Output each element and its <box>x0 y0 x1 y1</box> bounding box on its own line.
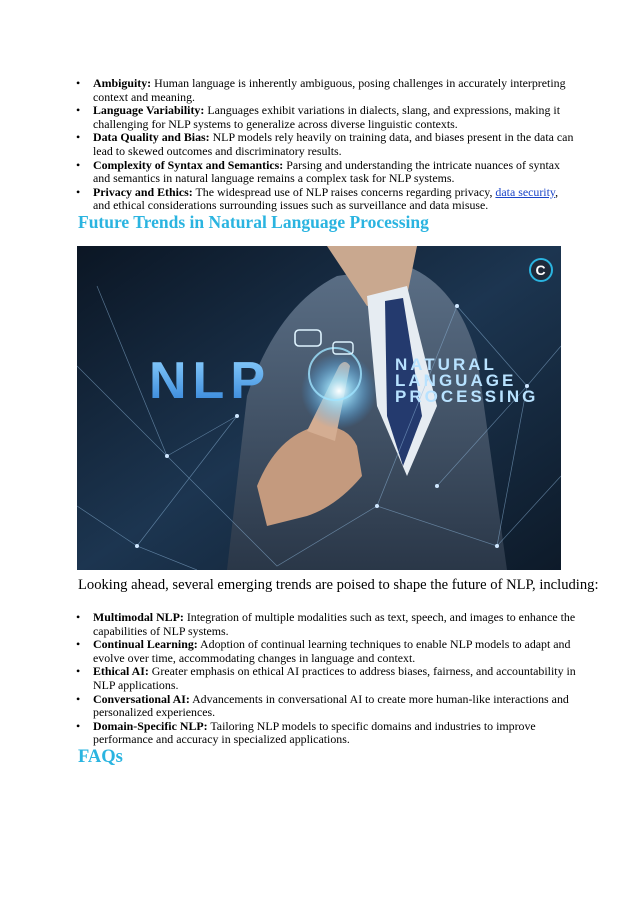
list-item <box>0 159 638 186</box>
item-term: Ambiguity: <box>93 76 152 90</box>
list-item <box>0 104 638 131</box>
item-text: NLP models rely heavily on training data, and biases present in the data can lead to skewed outcomes and discriminatory results. <box>93 130 574 158</box>
hero-side-text: LANGUAGE <box>395 371 517 390</box>
data-security-link[interactable]: data security <box>495 184 556 199</box>
list-item <box>0 611 638 638</box>
logo-letter: C <box>535 262 546 278</box>
list-item <box>0 720 638 747</box>
list-item <box>0 77 638 104</box>
list-item <box>0 693 638 720</box>
item-term: Language Variability: <box>93 103 205 118</box>
bullet-icon: • <box>76 184 81 199</box>
item-text: Advancements in conversational AI to create more human-like interactions and personalized experiences. <box>93 691 569 720</box>
future-trends-heading: Future Trends in Natural Language Processing <box>78 212 429 232</box>
item-text: The widespread use of NLP raises concerns regarding privacy, <box>192 184 496 199</box>
hero-illustration <box>77 246 561 570</box>
hero-side-text: NATURAL <box>395 355 497 374</box>
bullet-icon: • <box>76 718 81 733</box>
item-text: Adoption of continual learning techniques to enable NLP models to adapt and evolve over time, accommodating changes in language and context. <box>93 637 571 665</box>
item-text: Languages exhibit variations in dialects, slang, and expressions, making it challenging for NLP systems to generalize across diverse linguistic contexts. <box>93 103 560 131</box>
item-text: Parsing and understanding the intricate nuances of syntax and semantics in natural language remains a complex task for NLP systems. <box>93 157 560 186</box>
bullet-icon: • <box>76 103 81 118</box>
item-term: Continual Learning: <box>93 637 198 652</box>
bullet-icon: • <box>76 664 81 679</box>
item-text: , and ethical considerations surrounding issues such as surveillance and data misuse. <box>93 184 559 213</box>
faqs-heading: FAQs <box>78 747 123 767</box>
item-text: Greater emphasis on ethical AI practices to address biases, fairness, and accountability in NLP applications. <box>93 664 576 692</box>
item-term: Conversational AI: <box>93 691 190 706</box>
bullet-icon: • <box>76 157 81 172</box>
hero-side-text: PROCESSING <box>395 387 539 406</box>
bullet-icon: • <box>76 637 81 652</box>
item-text: Human language is inherently ambiguous, posing challenges in accurately interpreting context and meaning. <box>93 76 566 104</box>
bullet-icon: • <box>76 610 81 624</box>
item-term: Domain-Specific NLP: <box>93 718 208 733</box>
list-item <box>0 131 638 158</box>
item-text: Tailoring NLP models to specific domains and industries to improve performance and accuracy in specialized applications. <box>93 718 536 747</box>
bullet-icon: • <box>76 691 81 706</box>
list-item <box>0 186 638 213</box>
item-term: Data Quality and Bias: <box>93 130 210 145</box>
hero-big-text: NLP <box>149 352 271 410</box>
nlp-hero-image <box>77 246 561 570</box>
item-term: Complexity of Syntax and Semantics: <box>93 157 284 172</box>
item-term: Privacy and Ethics: <box>93 184 193 199</box>
bullet-icon: • <box>76 76 81 90</box>
item-term: Multimodal NLP: <box>93 610 184 624</box>
challenges-list <box>0 77 638 213</box>
bullet-icon: • <box>76 130 81 145</box>
item-text: Integration of multiple modalities such as text, speech, and images to enhance the capabilities of NLP systems. <box>93 610 576 638</box>
trends-list <box>0 611 638 747</box>
item-term: Ethical AI: <box>93 664 149 679</box>
list-item <box>0 638 638 665</box>
trends-intro: Looking ahead, several emerging trends are poised to shape the future of NLP, including: <box>78 577 599 593</box>
list-item <box>0 665 638 692</box>
